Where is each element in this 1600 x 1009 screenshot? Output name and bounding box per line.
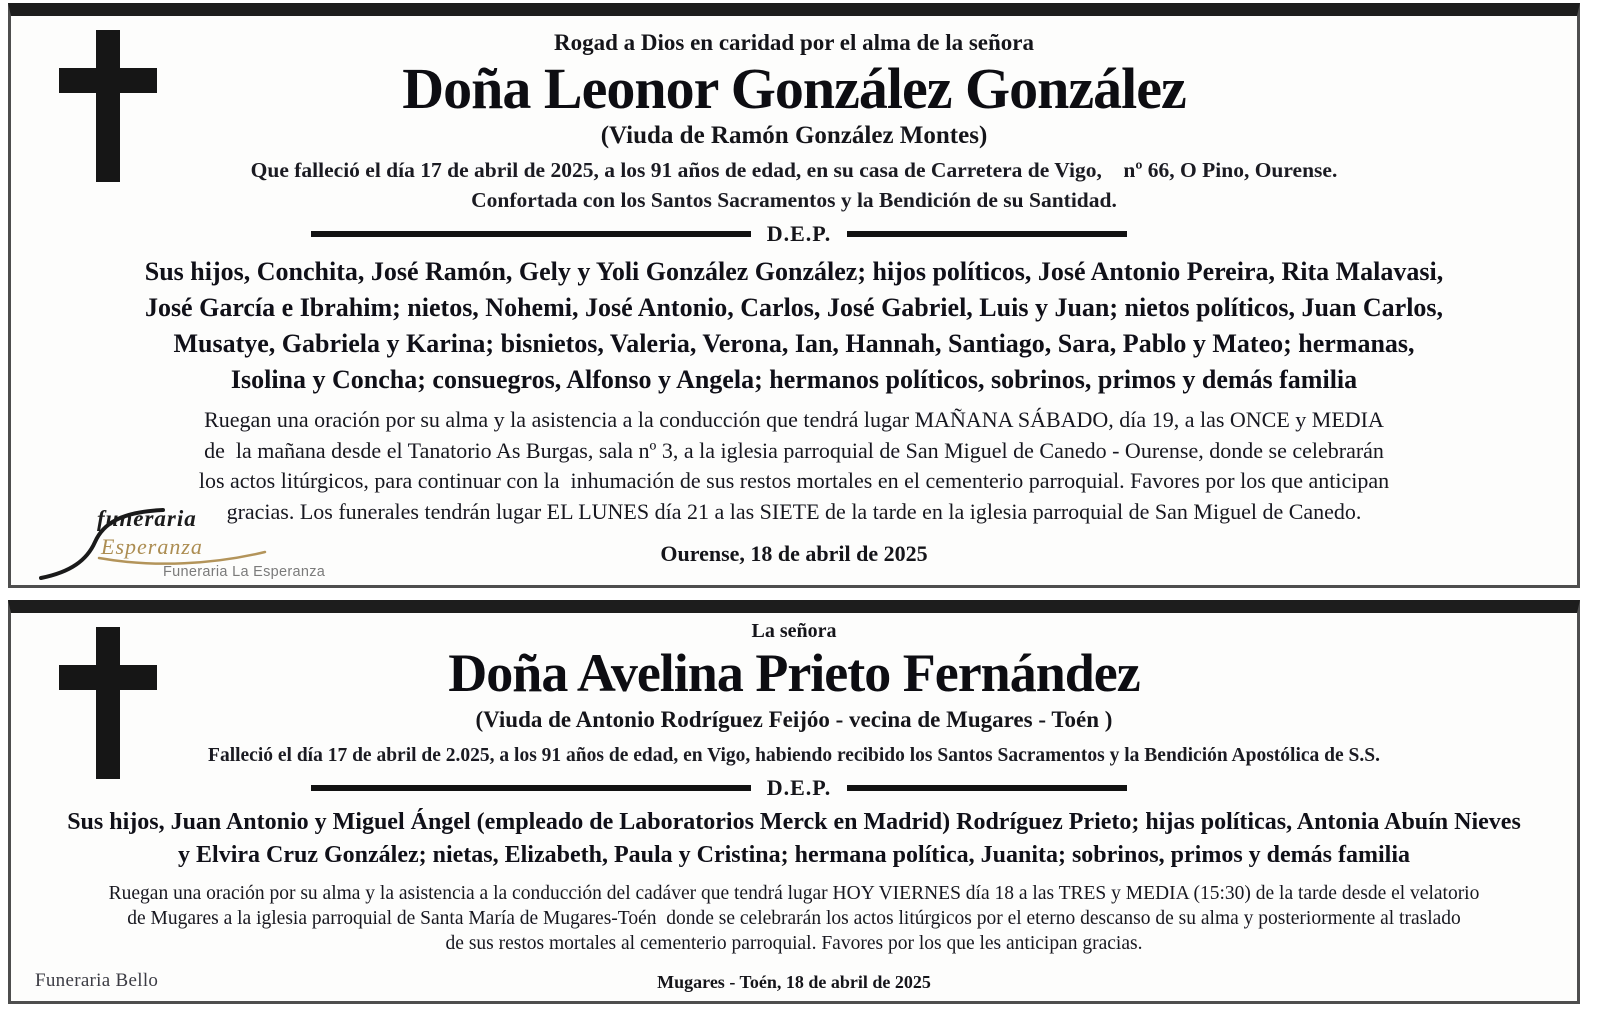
dep-rule-left: [311, 785, 751, 791]
dep-rule-right: [847, 231, 1127, 237]
funeral-details-line: Ruegan una oración por su alma y la asistencia a la conducción que tendrá lugar MAÑANA SÁBADO, día 19, a las ONCE y MEDIA: [204, 407, 1384, 432]
funeral-details-line: los actos litúrgicos, para continuar con la inhumación de sus restos mortales en el cementerio parroquial. Favores por los que anticipan: [198, 468, 1390, 493]
obituary-notice-leonor: [8, 3, 1580, 588]
place-date-line: Ourense, 18 de abril de 2025: [660, 541, 928, 566]
dep-divider: [0, 222, 1502, 246]
deceased-name: Doña Leonor González González: [402, 56, 1186, 121]
widow-subtitle: (Viuda de Antonio Rodríguez Feijóo - vecina de Mugares - Toén ): [475, 707, 1113, 732]
dep-divider: [0, 776, 1502, 800]
dep-rule-left: [311, 231, 751, 237]
funeral-details-line: Ruegan una oración por su alma y la asistencia a la conducción del cadáver que tendrá lugar HOY VIERNES día 18 a las TRES y MEDIA (15:30) de la tarde desde el velatorio: [108, 883, 1480, 904]
family-paragraph: [11, 806, 1577, 872]
cross-icon: [59, 30, 157, 182]
death-notice-line: Confortada con los Santos Sacramentos y la Bendición de su Santidad.: [471, 188, 1117, 212]
dep-rule-right: [847, 785, 1127, 791]
death-notice: [11, 743, 1577, 769]
logo-script-esperanza: Esperanza: [101, 534, 203, 559]
death-notice: [11, 155, 1577, 215]
funeral-home-name: Funeraria Bello: [35, 970, 159, 991]
place-date-line: Mugares - Toén, 18 de abril de 2025: [657, 972, 931, 992]
cross-icon: [59, 627, 157, 779]
logo-script-funeraria: funeraria: [97, 506, 197, 531]
dep-label: D.E.P.: [766, 775, 832, 800]
funeral-details-line: de sus restos mortales al cementerio parroquial. Favores por los que les anticipan gracias.: [445, 933, 1143, 954]
family-line: Sus hijos, Conchita, José Ramón, Gely y Yoli González González; hijos políticos, José Antonio Pereira, Rita Malavasi,: [144, 257, 1444, 286]
family-paragraph: [11, 254, 1577, 398]
funeral-home-logo: [35, 504, 335, 586]
funeral-details-line: de Mugares a la iglesia parroquial de Santa María de Mugares-Toén donde se celebrarán los actos litúrgicos por el eterno descanso de su alma y posteriormente al traslado: [127, 908, 1461, 929]
prayer-header: Rogad a Dios en caridad por el alma de la señora: [553, 30, 1035, 55]
family-line: Isolina y Concha; consuegros, Alfonso y Angela; hermanos políticos, sobrinos, primos y demás familia: [230, 365, 1358, 394]
funeral-details-paragraph: [11, 881, 1577, 956]
family-line: Sus hijos, Juan Antonio y Miguel Ángel (empleado de Laboratorios Merck en Madrid) Rodríguez Prieto; hijas políticas, Antonia Abuín Nieves: [67, 809, 1521, 835]
funeral-details-line: de la mañana desde el Tanatorio As Burgas, sala nº 3, a la iglesia parroquial de San Miguel de Canedo - Ourense, donde se celebrarán: [204, 437, 1384, 463]
family-line: Musatye, Gabriela y Karina; bisnietos, Valeria, Verona, Ian, Hannah, Santiago, Sara, Pablo y Mateo; hermanas,: [173, 329, 1415, 358]
death-notice-line: Que falleció el día 17 de abril de 2025, a los 91 años de edad, en su casa de Carretera de Vigo, nº 66, O Pino, Ourense.: [250, 158, 1338, 182]
funeral-home-caption: Funeraria La Esperanza: [163, 564, 326, 580]
obituary-notice-avelina: [8, 600, 1580, 1004]
deceased-name: Doña Avelina Prieto Fernández: [448, 643, 1140, 703]
prayer-header: La señora: [751, 620, 837, 642]
family-line: y Elvira Cruz González; nietas, Elizabeth, Paula y Cristina; hermana política, Juanita; sobrinos, primos y demás familia: [178, 842, 1410, 868]
death-notice-line: Falleció el día 17 de abril de 2.025, a los 91 años de edad, en Vigo, habiendo recibido los Santos Sacramentos y la Bendición Apostólica de S.S.: [208, 745, 1380, 766]
notice-footer: [11, 970, 1577, 996]
dep-label: D.E.P.: [766, 221, 832, 246]
widow-subtitle: (Viuda de Ramón González Montes): [600, 122, 988, 149]
family-line: José García e Ibrahim; nietos, Nohemi, José Antonio, Carlos, José Gabriel, Luis y Juan; nietos políticos, Juan Carlos,: [144, 293, 1444, 322]
funeral-details-line: gracias. Los funerales tendrán lugar EL LUNES día 21 a las SIETE de la tarde en la iglesia parroquial de San Miguel de Canedo.: [226, 498, 1362, 524]
